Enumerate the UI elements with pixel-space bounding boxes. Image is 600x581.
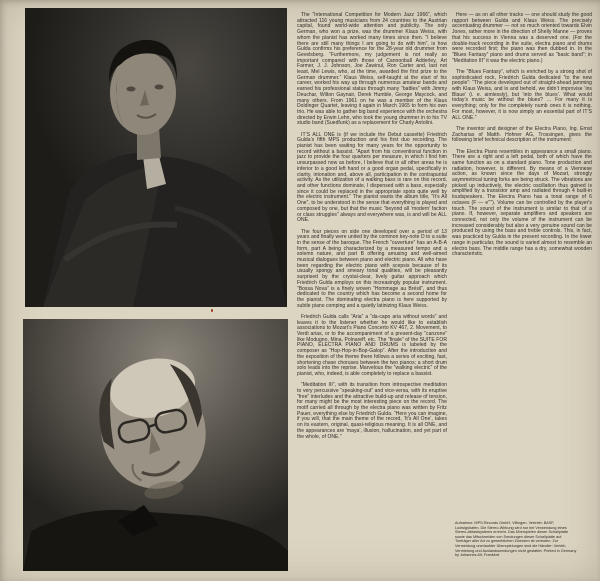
paragraph-suite-side-one: The four pieces on side one developed over a period of 13 years and finally were united by the common key-note D to a suite in the sense of the baroque. The French “ouverture” has an A-B-A form, part A being characterized by a measured tempo and a solemn nature, and part B offering amusing and well-aimed musical dialogues between piano and electric piano. All who have been regarding the electric piano with scepsis because of its usually spongy and smeary tonal qualities, will be pleasantly surprised by the crystal-clear, lively guitar approach which Friedrich Gulda employs on this increasingly popular instrument. “Bossa Nova” is a finely woven “Hommage au Brésil”, and thus dedicated to the country which has become a second home for the pianist. The dominating electra piano is here supported by subtle piano comping and a quietly latinizing Klaus Weiss. (297, 228, 447, 309)
paragraph-competition: The “International Competition for Modern Jazz 1966”, which attracted 116 young musicians from 24 countries to the Austrian capital, found world-wide attention and publicity. The only German, who won a prize, was the drummer Klaus Weiss, with whom the pianist has worked many times since then. “I believe there are still many things I am going to do with him”, is how Gulda confirms his preference for the 28-year old drummer from Gevelsberg. “Furthermore, my judgement is not really so important compared with those of Cannonball Adderley, Art Farmer, J. J. Johnson, Joe Zawinul, Ron Carter and, last not least, Mel Lewis, who, at the time, awarded the first prize to the German drummer.” Klaus Weiss, self-taught at the start of his career, worked his way up through numerous amateur bands and earned his professional status through many “battles” with Jimmy Deuchar, Wilton Gaynair, Derek Humble, George Maycock, and many others. From 1961 on he was a member of the Klaus Doldinger Quartet, leaving it again in March 1965 to form his own trio. He was able to gather big band experience with the orchestra directed by Erwin Lehn, who took the young drummer in to his TV studio band (Suedfunk) as a replacement for Charly Antolini. (297, 12, 447, 127)
text-column-right (452, 13, 592, 264)
paragraph-its-all-one: IT’S ALL ONE is (if we include the Debut cassette) Friedrich Gulda’s fifth MPS production and his first duo recording. The pianist has been waiting for many years for the opportunity to record without a bassist. “Apart from his conventional function in jazz to provide the four quarters per measure, in which I find him unsurpassed now as before, I believe that in all other areas he is inferior to a good left hand or a good organ pedal, specifically in clarity, intonation and, above all, participation in the contrapuntal activity. As the utilization of a walking bass is rare on this record, and other functions dominate, I dispensed with a bass, especially since it could be replaced in the appropriate spots quite well by the electric instrument.” The pianist wants the album title, “It’s All One”, to be understood in the sense that everything is played and composed by one, but that the music “beyond all ‘modern’ faction or class struggles” always and everywhere was, is and will be ALL ONE. (297, 131, 447, 224)
credits-imprint (455, 521, 577, 558)
paragraph-electra-piano-spec: The Electra Piano resembles in appearance a small piano. There are a right and a left pedal, both of which have the same function as on a standard piano. Tone production and radiation, however, is different. By means of a Viennese action, as known since the days of Mozart, strongly asymmetrical tuning forks are being struck. The vibrations are picked up inductively, the electric oscillation thus gained is amplified by a transistor amp and radiated through 4 built-in loudspeakers. The Electra Piano has a tonal range of 6 octaves (F — e''''). Volume can be controlled by the player's touch. The sound of the instrument is similar to that of a piano. If, however, separate amplifiers and speakers are connected, not only the volume of the instrument can be increased considerably but also a very genuine sound can be produced by using the bass and treble controls. This, in fact, was practiced by Gulda in the present recording. In the lower range in particular, the sound is varied almost to resemble an electro bass. The middle range has a dry, somewhat wooden characteristic. (452, 148, 592, 258)
credits-text: Aufnahme: MPS-Records GmbH, Villingen. Vertrieb: BASF, Ludwigshafen. Die Stereo-Wirkung wird nur bei Verwendung eines Stereo-Abtastsystems erreicht. Das Überspielen dieser Schallplatte sowie das Mitschneiden von Sendungen dieser Schallplatte auf Tonträger aller Art zu gewerblichen Zwecken ist verboten. Zur Vermeidung unerlaubter Überspielungen sind die Händler: Verleih, Vermietung und Auslandssendungen nicht gestattet. Printed in Germany by Johannes Alt, Frankfurt (455, 521, 577, 558)
paragraph-inventor: The inventor and designer of the Electra Piano, Ing. Ernst Zacharias of Matth. Hohner AG, Trossingen, gives the following brief technical description of the instrument: (452, 125, 592, 144)
paragraph-blues-fantasy: The “Blues Fantasy”, which is enriched by a strong shot of sophisticated rock, Friedrich Gulda dedicated “to the new people”: “The piece developed out of straight-ahead jamming with Klaus Weiss, and lo and behold, we didn’t improvise ‘ins Blaue’ (i. e. aimlessly), but ‘into the blues’. What would today’s music be without the blues? … For many it is everything; only for the completely numb ones it is nothing. For most, however, it is now simply an essential part of IT’S ALL ONE.” (452, 68, 592, 121)
text-column-left (297, 13, 447, 446)
paragraph-meditation: “Meditation III”, with its transition from introspective meditation to very percussive “speaking-out” and vice-versa, with its eruptive “free” interludes and the attractive build-up and release of tension, for many might be the most interesting piece on the record. The motif carried all through by the electra piano was written by Fritz Pauer, everything else by Friedrich Gulda. “Here you can imagine, if you will, that the main theme of the record, ‘It’s All One’, takes on its eastern, original, quasi-religious meaning. It is all ONE, and the appearances are ‘maya’, illusion, hallucination, and yet part of the whole, of ONE.” (297, 382, 447, 440)
scan-artifact-dot (211, 309, 213, 312)
portrait-photo-bottom (23, 319, 288, 571)
paragraph-aria-finale: Friedrich Gulda calls “Aria” a “da-capo aria without words” and leaves it to the listener whether he would like to establish associations to Mozart’s Piano Concerto KV 467, 2. Movement, to Verdi arias, or to the accompaniment of a present-day “canzone” like Modugno, Mina, Polnareff, etc. The “finale” of the SUITE FOR PIANO, ELECTRA PIANO AND DRUMS is labeled by the composer as “Hop-Hop-in-Bop-Galop”. After the introduction and the exposition of the theme there follows a series of exciting, fast, shortening chase choruses between the two pianos; a short drum solo leads into the reprise. Marvelous the “walking electric” of the pianist, who, indeed, is able completely to replace a bassist. (297, 313, 447, 377)
portrait-photo-top (25, 8, 287, 307)
paragraph-rapport: Here — as on all other tracks — one should study the good rapport between Gulda and Klaus Weiss. The precisely accentuating drummer — not so much oriented towards Elvin Jones, rather more in the direction of Shelly Manne — proves that his success in Vienna was a deserved one. (For the double-track recording in the suite, electra piano and drums were recorded first; the piano was then dubbed in. In the “Blues Fantasy” piano and drums served as “basic band”; in “Meditation III” it was the electric piano.) (452, 12, 592, 64)
